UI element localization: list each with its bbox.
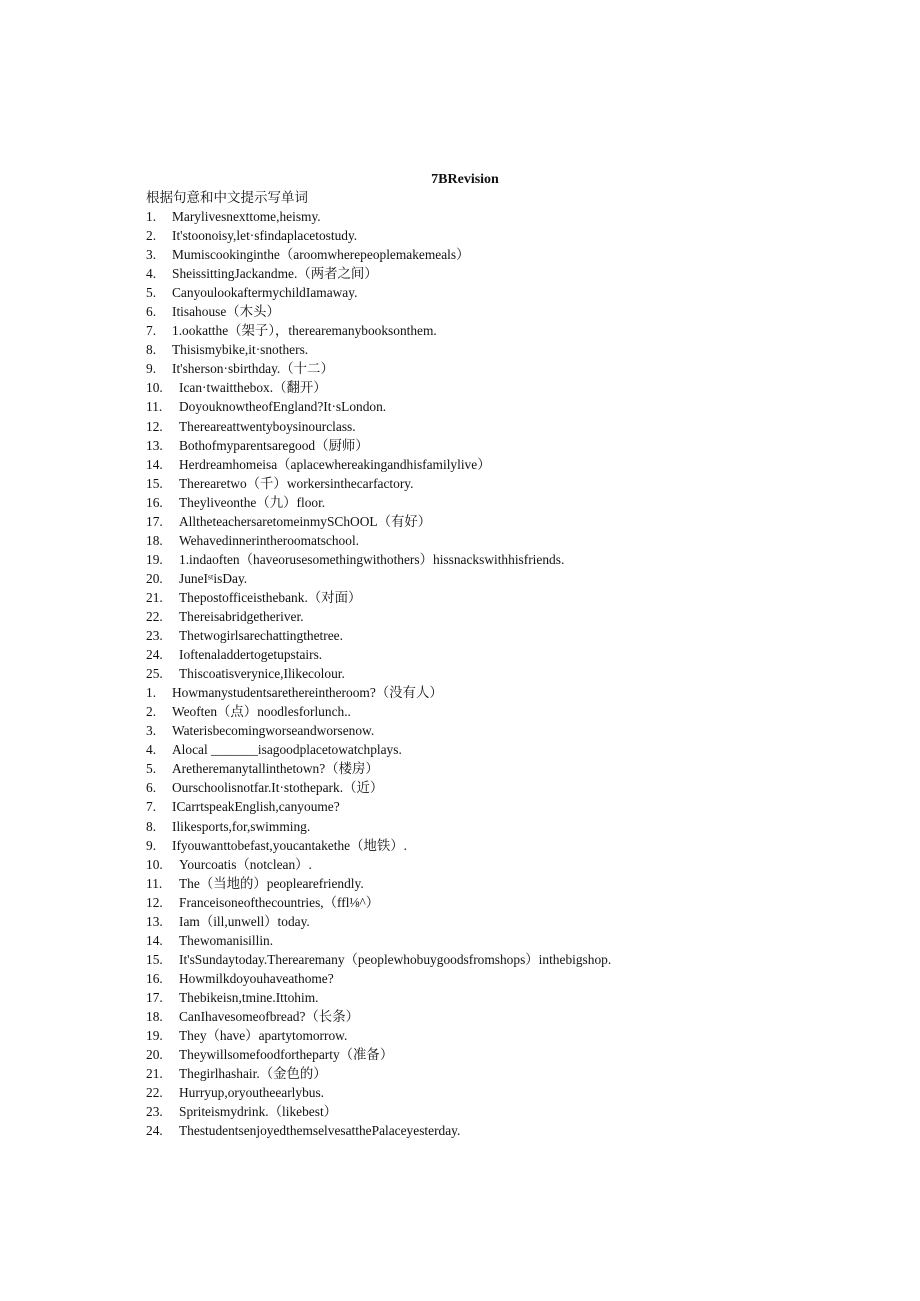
exercise-item [146, 740, 846, 759]
exercise-number: 24. [146, 1123, 163, 1139]
exercise-text: Bothofmyparentsaregood（厨师） [179, 437, 369, 453]
exercise-number: 20. [146, 1047, 163, 1063]
exercise-item [146, 664, 846, 683]
exercise-number: 3. [146, 723, 157, 739]
exercise-number: 3. [146, 247, 157, 263]
exercise-number: 9. [146, 361, 157, 377]
exercise-number: 7. [146, 799, 157, 815]
exercise-item [146, 207, 846, 226]
exercise-text: 1.indaoften（haveorusesomethingwithothers）hissnackswithhisfriends. [179, 551, 565, 567]
exercise-text: Alocal _______isagoodplacetowatchplays. [172, 742, 402, 758]
exercise-item [146, 931, 846, 950]
exercise-list [146, 207, 846, 1140]
exercise-number: 10. [146, 380, 163, 396]
exercise-item [146, 321, 846, 340]
exercise-text: Franceisoneofthecountries,（ffl⅛^） [179, 894, 380, 910]
exercise-number: 11. [146, 875, 163, 891]
exercise-item [146, 683, 846, 702]
exercise-number: 9. [146, 837, 157, 853]
exercise-text: Weoften（点）noodlesforlunch.. [172, 704, 351, 720]
exercise-number: 19. [146, 1028, 163, 1044]
exercise-text: ICarrtspeakEnglish,canyoume? [172, 799, 340, 815]
exercise-item [146, 493, 846, 512]
exercise-item [146, 359, 846, 378]
exercise-text: Theyliveonthe（九）floor. [179, 494, 326, 510]
exercise-text: Ican·twaitthebox.（翻开） [179, 380, 327, 396]
exercise-text: Mumiscookinginthe（aroomwherepeoplemakemeals） [172, 247, 470, 263]
page-title: 7BRevision [431, 172, 499, 187]
exercise-number: 1. [146, 685, 157, 701]
exercise-item [146, 340, 846, 359]
exercise-text: It'stoonoisy,let·sfindaplacetostudy. [172, 228, 358, 244]
exercise-number: 6. [146, 780, 157, 796]
exercise-item [146, 512, 846, 531]
exercise-number: 5. [146, 285, 157, 301]
exercise-text: Ilikesports,for,swimming. [172, 818, 311, 834]
exercise-number: 4. [146, 266, 157, 282]
exercise-item [146, 874, 846, 893]
exercise-number: 23. [146, 628, 163, 644]
exercise-text: The（当地的）peoplearefriendly. [179, 875, 364, 891]
exercise-text: CanyoulookaftermychildIamaway. [172, 285, 358, 301]
exercise-number: 7. [146, 323, 157, 339]
exercise-number: 8. [146, 342, 157, 358]
exercise-number: 16. [146, 970, 163, 986]
exercise-number: 12. [146, 894, 163, 910]
exercise-number: 11. [146, 399, 163, 415]
exercise-text: Theywillsomefoodfortheparty（准备） [179, 1047, 394, 1063]
exercise-text: Spriteismydrink.（likebest） [179, 1104, 338, 1120]
exercise-text: Thereareattwentyboysinourclass. [179, 418, 356, 434]
exercise-text: CanIhavesomeofbread?（长条） [179, 1008, 359, 1024]
exercise-text: Thegirlhashair.（金色的） [179, 1066, 327, 1082]
instruction-heading: 根据句意和中文提示写单词 [146, 190, 308, 206]
exercise-number: 17. [146, 989, 163, 1005]
exercise-text: Hurryup,oryoutheearlybus. [179, 1085, 325, 1101]
exercise-item [146, 778, 846, 797]
exercise-item [146, 626, 846, 645]
exercise-item [146, 893, 846, 912]
exercise-number: 16. [146, 494, 163, 510]
exercise-text: Thereisabridgetheriver. [179, 608, 304, 624]
exercise-text: JuneIˢᵗisDay. [179, 570, 248, 586]
exercise-number: 18. [146, 532, 163, 548]
exercise-number: 17. [146, 513, 163, 529]
exercise-item [146, 817, 846, 836]
exercise-number: 10. [146, 856, 163, 872]
exercise-item [146, 569, 846, 588]
exercise-text: Itisahouse（木头） [172, 304, 280, 320]
exercise-number: 14. [146, 932, 163, 948]
exercise-text: Thisismybike,it·snothers. [172, 342, 309, 358]
exercise-number: 15. [146, 475, 163, 491]
exercise-item [146, 1045, 846, 1064]
exercise-number: 13. [146, 913, 163, 929]
exercise-text: Thetwogirlsarechattingthetree. [179, 628, 343, 644]
exercise-text: Howmilkdoyouhaveathome? [179, 970, 334, 986]
exercise-item [146, 797, 846, 816]
exercise-number: 2. [146, 228, 157, 244]
exercise-number: 13. [146, 437, 163, 453]
exercise-number: 5. [146, 761, 157, 777]
exercise-item [146, 417, 846, 436]
exercise-item [146, 397, 846, 416]
exercise-number: 24. [146, 647, 163, 663]
exercise-item [146, 855, 846, 874]
exercise-item [146, 759, 846, 778]
exercise-number: 4. [146, 742, 157, 758]
exercise-item [146, 1083, 846, 1102]
exercise-text: AlltheteachersaretomeinmySChOOL（有好） [179, 513, 432, 529]
exercise-item [146, 245, 846, 264]
exercise-text: Wehavedinnerintheroomatschool. [179, 532, 360, 548]
exercise-number: 2. [146, 704, 157, 720]
exercise-text: Ifyouwanttobefast,youcantakethe（地铁）. [172, 837, 408, 853]
exercise-item [146, 702, 846, 721]
exercise-item [146, 969, 846, 988]
exercise-number: 12. [146, 418, 163, 434]
exercise-text: Thewomanisillin. [179, 932, 274, 948]
exercise-text: Therearetwo（千）workersinthecarfactory. [179, 475, 414, 491]
exercise-text: Iam（ill,unwell）today. [179, 913, 310, 929]
exercise-item [146, 474, 846, 493]
exercise-number: 21. [146, 589, 163, 605]
exercise-number: 22. [146, 1085, 163, 1101]
exercise-item [146, 1026, 846, 1045]
exercise-number: 21. [146, 1066, 163, 1082]
exercise-item [146, 302, 846, 321]
exercise-text: Ioftenaladdertogetupstairs. [179, 647, 323, 663]
exercise-number: 19. [146, 551, 163, 567]
exercise-item [146, 264, 846, 283]
exercise-item [146, 1064, 846, 1083]
exercise-item [146, 550, 846, 569]
exercise-number: 25. [146, 666, 163, 682]
exercise-text: It'sSundaytoday.Therearemany（peoplewhobuygoodsfromshops）inthebigshop. [179, 951, 612, 967]
exercise-item [146, 836, 846, 855]
exercise-text: 1.ookatthe（架子），therearemanybooksonthem. [172, 323, 437, 339]
exercise-item [146, 721, 846, 740]
exercise-text: Thepostofficeisthebank.（对面） [179, 589, 362, 605]
exercise-number: 22. [146, 608, 163, 624]
exercise-item [146, 645, 846, 664]
exercise-item [146, 1102, 846, 1121]
exercise-text: Marylivesnexttome,heismy. [172, 209, 321, 224]
exercise-item [146, 226, 846, 245]
exercise-text: ThestudentsenjoyedthemselvesatthePalaceyesterday. [179, 1123, 461, 1139]
exercise-item [146, 283, 846, 302]
exercise-text: SheissittingJackandme.（两者之间） [172, 266, 378, 282]
exercise-item [146, 607, 846, 626]
exercise-text: They（have）apartytomorrow. [179, 1028, 348, 1044]
exercise-number: 1. [146, 209, 157, 224]
exercise-item [146, 950, 846, 969]
exercise-number: 18. [146, 1008, 163, 1024]
exercise-item [146, 378, 846, 397]
exercise-text: It'sherson·sbirthday.（十二） [172, 361, 334, 377]
exercise-text: Herdreamhomeisa（aplacewhereakingandhisfamilylive） [179, 456, 491, 472]
exercise-item [146, 988, 846, 1007]
exercise-text: Ourschoolisnotfar.It·stothepark.（近） [172, 780, 384, 796]
exercise-text: Waterisbecomingworseandworsenow. [172, 723, 375, 739]
exercise-item [146, 912, 846, 931]
exercise-item [146, 531, 846, 550]
exercise-item [146, 588, 846, 607]
exercise-number: 15. [146, 951, 163, 967]
exercise-number: 23. [146, 1104, 163, 1120]
exercise-text: Howmanystudentsarethereintheroom?（没有人） [172, 685, 443, 701]
exercise-item [146, 436, 846, 455]
exercise-number: 20. [146, 570, 163, 586]
exercise-number: 14. [146, 456, 163, 472]
exercise-text: Thiscoatisverynice,Ilikecolour. [179, 666, 345, 682]
exercise-number: 8. [146, 818, 157, 834]
exercise-item [146, 1121, 846, 1140]
exercise-text: Aretheremanytallinthetown?（楼房） [172, 761, 379, 777]
exercise-item [146, 1007, 846, 1026]
exercise-text: Thebikeisn,tmine.Ittohim. [179, 989, 319, 1005]
exercise-text: DoyouknowtheofEngland?It·sLondon. [179, 399, 387, 415]
exercise-item [146, 455, 846, 474]
exercise-number: 6. [146, 304, 157, 320]
exercise-text: Yourcoatis（notclean）. [179, 856, 312, 872]
